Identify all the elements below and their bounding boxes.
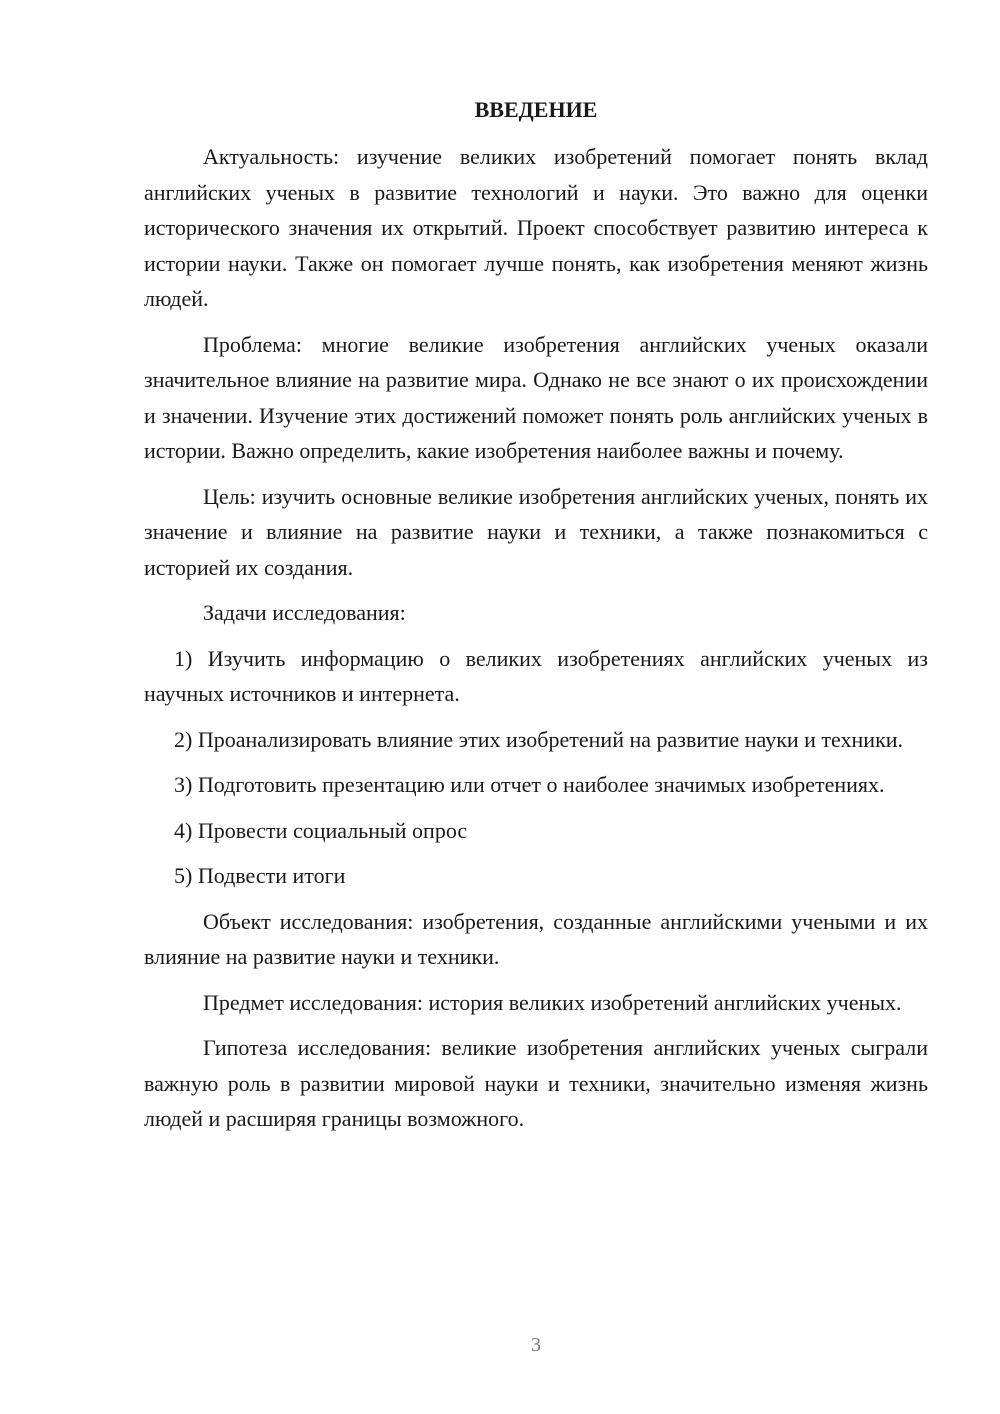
paragraph-hypothesis: Гипотеза исследования: великие изобретения английских ученых сыграли важную роль в развитии мировой науки и техники, значительно изменяя жизнь людей и расширяя границы возможного. (144, 1035, 928, 1131)
task-item-1: 1) Изучить информацию о великих изобретениях английских ученых из научных источников и интернета. (144, 645, 928, 706)
paragraph-object: Объект исследования: изобретения, созданные английскими учеными и их влияние на развитие науки и техники. (144, 908, 928, 969)
paragraph-problem: Проблема: многие великие изобретения английских ученых оказали значительное влияние на развитие мира. Однако не все знают о их происхождении и значении. Изучение этих достижений поможет понять роль английских ученых в истории. Важно определить, какие изобретения наиболее важны и почему. (144, 331, 928, 463)
paragraph-subject: Предмет исследования: история великих изобретений английских ученых. (203, 989, 902, 1015)
task-item-2: 2) Проанализировать влияние этих изобретений на развитие науки и техники. (174, 726, 904, 752)
task-item-4: 4) Провести социальный опрос (174, 817, 468, 843)
paragraph-relevance: Актуальность: изучение великих изобретений помогает понять вклад английских ученых в развитие технологий и науки. Это важно для оценки исторического значения их открытий. Проект способствует развитию интереса к истории науки. Также он помогает лучше понять, как изобретения меняют жизнь людей. (144, 144, 928, 311)
page-number: 3 (531, 1334, 541, 1356)
task-item-3: 3) Подготовить презентацию или отчет о наиболее значимых изобретениях. (174, 772, 885, 797)
paragraph-goal: Цель: изучить основные великие изобретения английских ученых, понять их значение и влияние на развитие науки и техники, а также познакомиться с историей их создания. (144, 483, 928, 580)
document-body (144, 92, 928, 1147)
paragraph-tasks-heading: Задачи исследования: (203, 600, 406, 625)
section-title: ВВЕДЕНИЕ (474, 97, 598, 122)
task-item-5: 5) Подвести итоги (174, 863, 346, 888)
